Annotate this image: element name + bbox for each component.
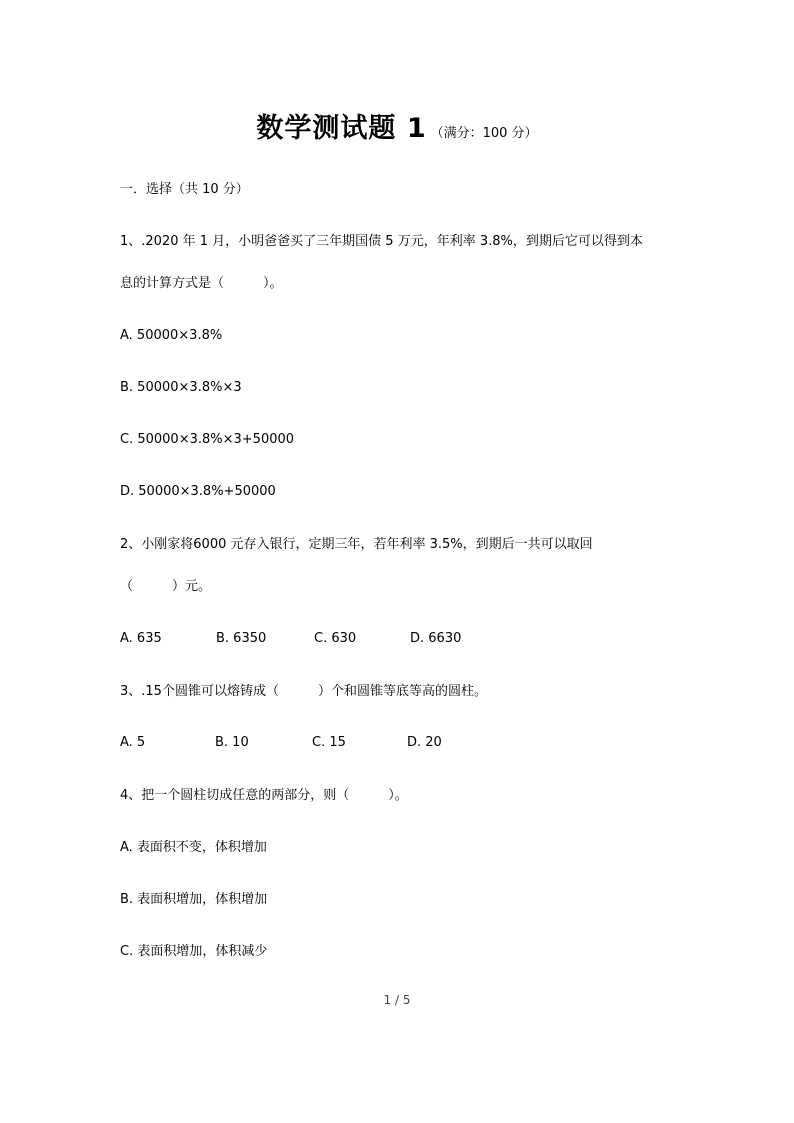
question-1-text-line-2: 息的计算方式是（ ）。 <box>120 276 283 291</box>
question-4-option-b: B. 表面积增加，体积增加 <box>120 892 268 907</box>
page-title <box>0 106 794 145</box>
question-2-option-d: D. 6630 <box>410 631 462 646</box>
question-2-option-b: B. 6350 <box>216 631 267 646</box>
question-3-option-d: D. 20 <box>407 735 442 750</box>
question-4-text: 4、把一个圆柱切成任意的两部分，则（ ）。 <box>120 788 408 803</box>
question-1-text-line-1: 1、.2020 年 1 月，小明爸爸买了三年期国债 5 万元，年利率 3.8%，到期后它可以得到本 <box>120 234 643 249</box>
question-3-option-a: A. 5 <box>120 735 146 750</box>
question-1-option-a: A. 50000×3.8% <box>120 328 223 343</box>
question-2-text-line-2: （ ）元。 <box>120 579 212 594</box>
question-4-option-c: C. 表面积增加，体积减少 <box>120 944 268 959</box>
question-4-option-a: A. 表面积不变，体积增加 <box>120 840 267 855</box>
question-1-option-c: C. 50000×3.8%×3+50000 <box>120 432 295 447</box>
title-score-note: （满分：100 分） <box>430 126 538 141</box>
question-1-option-d: D. 50000×3.8%+50000 <box>120 484 276 499</box>
question-3-text: 3、.15个圆锥可以熔铸成（ ）个和圆锥等底等高的圆柱。 <box>120 684 487 699</box>
question-1-option-b: B. 50000×3.8%×3 <box>120 380 242 395</box>
title-main: 数学测试题 1 <box>256 113 427 144</box>
section-heading: 一．选择（共 10 分） <box>120 182 249 197</box>
question-3-option-b: B. 10 <box>215 735 249 750</box>
question-2-option-a: A. 635 <box>120 631 162 646</box>
question-2-option-c: C. 630 <box>314 631 357 646</box>
question-3-option-c: C. 15 <box>312 735 346 750</box>
page-number: 1 / 5 <box>383 993 411 1007</box>
question-2-text-line-1: 2、小刚家将6000 元存入银行，定期三年，若年利率 3.5%，到期后一共可以取回 <box>120 537 593 552</box>
